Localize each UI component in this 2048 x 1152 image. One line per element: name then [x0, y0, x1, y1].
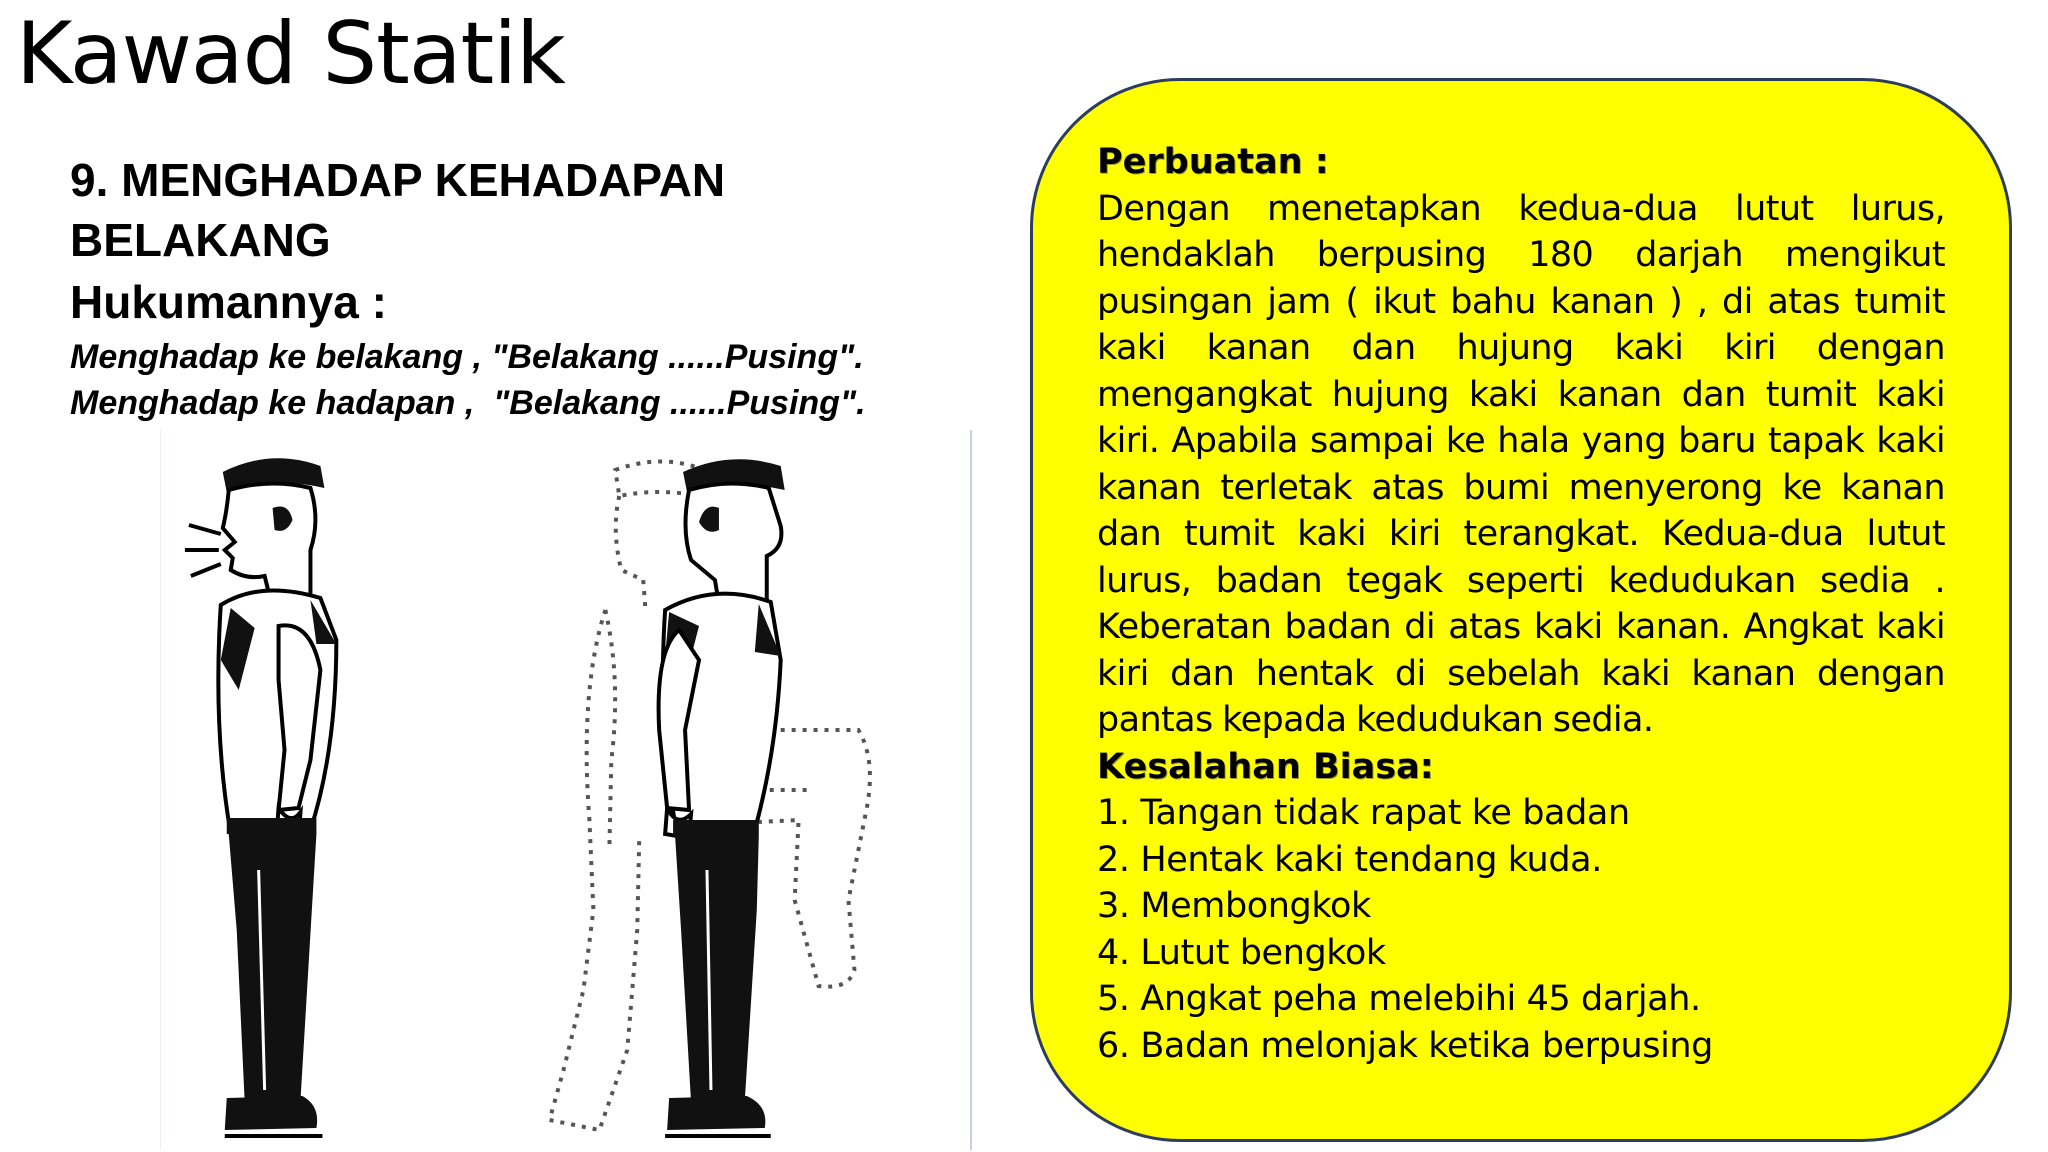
common-errors-label: Kesalahan Biasa: [1097, 746, 1434, 787]
drill-heading-line2: BELAKANG [70, 214, 331, 266]
error-item: 6. Badan melonjak ketika berpusing [1097, 1025, 1713, 1066]
error-item: 3. Membongkok [1097, 886, 1371, 926]
error-item: 2. Hentak kaki tendang kuda. [1097, 839, 1602, 880]
command-subheading: Hukumannya : [70, 276, 387, 328]
scout-figure-commanding [185, 458, 336, 1136]
command-about-turn: Menghadap ke belakang , "Belakang ......Pusing". [70, 338, 864, 376]
drill-illustration [160, 430, 972, 1150]
instruction-card [1030, 78, 2012, 1142]
error-item: 5. Angkat peha melebihi 45 darjah. [1097, 979, 1701, 1019]
scout-figures-drawing [161, 430, 970, 1150]
drill-description [70, 150, 1010, 426]
command-face-front: Menghadap ke hadapan , "Belakang ......Pusing". [70, 384, 866, 422]
error-item: 1. Tangan tidak rapat ke badan [1097, 793, 1630, 833]
action-label: Perbuatan : [1097, 142, 1329, 182]
action-description: Dengan menetapkan kedua-dua lutut lurus, hendaklah berpusing 180 darjah mengikut pusingan jam ( ikut bahu kanan ) , di atas tumit kaki kanan dan hujung kaki kiri dengan mengangkat hujung kaki kanan dan tumit kaki kiri. Apabila sampai ke hala yang baru tapak kaki kanan terletak atas bumi menyerong ke kanan dan tumit kaki kiri terangkat. Kedua-dua lutut lurus, badan tegak seperti kedudukan sedia . Keberatan badan di atas kaki kanan. Angkat kaki kiri dan hentak di sebelah kaki kanan dengan pantas kepada kedudukan sedia. [1097, 188, 1945, 740]
scout-figure-turning [659, 459, 785, 1136]
voice-lines [185, 525, 221, 576]
error-item: 4. Lutut bengkok [1097, 932, 1386, 973]
drill-heading-line1: 9. MENGHADAP KEHADAPAN [70, 154, 726, 206]
common-errors-list [1097, 790, 1945, 1069]
slide-title: Kawad Statik [16, 4, 565, 104]
